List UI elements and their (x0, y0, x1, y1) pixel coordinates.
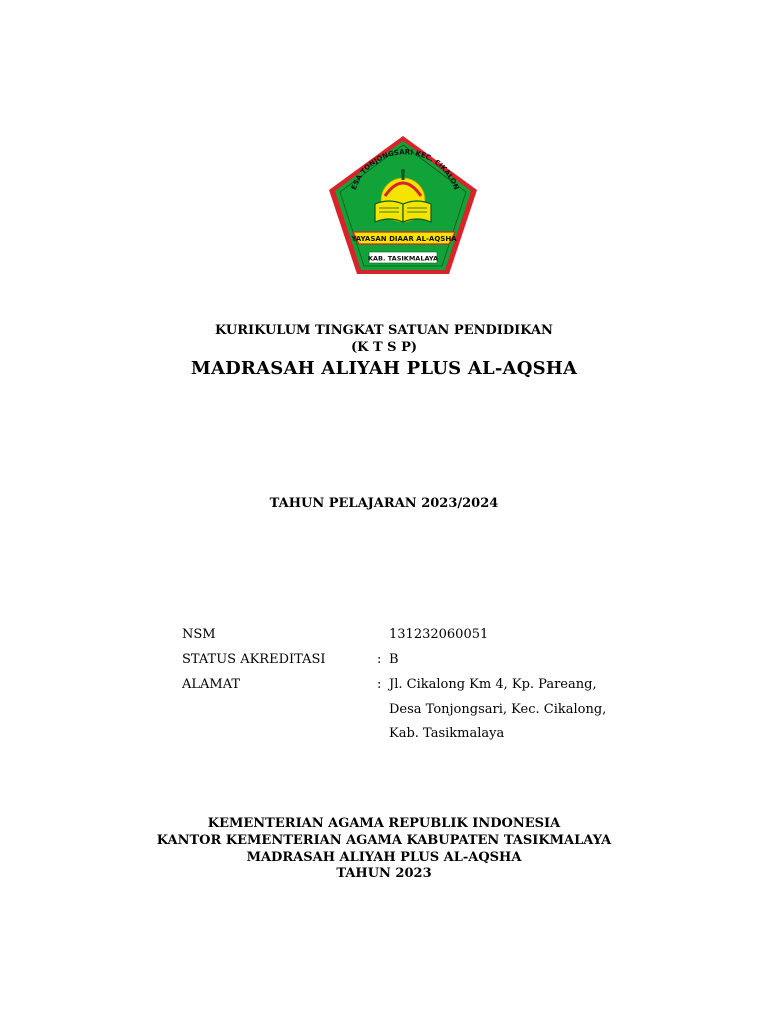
alamat-line-2: Desa Tonjongsari, Kec. Cikalong, (389, 702, 607, 717)
nsm-value: 131232060051 (389, 627, 489, 642)
alamat-label: ALAMAT (182, 677, 241, 692)
school-name-title: MADRASAH ALIYAH PLUS AL-AQSHA (190, 358, 578, 379)
academic-year: TAHUN PELAJARAN 2023/2024 (269, 496, 499, 511)
info-row-akreditasi (0, 652, 768, 668)
nsm-label: NSM (182, 627, 216, 642)
footer-office: KANTOR KEMENTERIAN AGAMA KABUPATEN TASIKMALAYA (156, 833, 612, 848)
logo-banner-text: YAYASAN DIAAR AL-AQSHA (351, 235, 457, 243)
info-row-nsm (0, 627, 768, 643)
alamat-line-3: Kab. Tasikmalaya (389, 726, 505, 741)
info-row-alamat (0, 677, 768, 693)
akreditasi-value: B (389, 652, 399, 667)
curriculum-title: KURIKULUM TINGKAT SATUAN PENDIDIKAN (215, 323, 553, 338)
footer-ministry: KEMENTERIAN AGAMA REPUBLIK INDONESIA (207, 816, 561, 831)
alamat-line-1: Jl. Cikalong Km 4, Kp. Pareang, (389, 677, 597, 692)
logo-bottom-text: KAB. TASIKMALAYA (367, 254, 439, 263)
footer-year: TAHUN 2023 (336, 866, 432, 881)
alamat-colon: : (377, 677, 382, 692)
ktsp-abbreviation: (K T S P) (350, 340, 417, 355)
yayasan-emblem-icon (327, 134, 479, 276)
logo-arc-text: ESA TONJONGSARI KEC. CIKALON (349, 148, 461, 191)
footer-school: MADRASAH ALIYAH PLUS AL-AQSHA (246, 850, 522, 865)
akreditasi-label: STATUS AKREDITASI (182, 652, 326, 667)
info-row-alamat-2 (0, 702, 768, 718)
akreditasi-colon: : (377, 652, 382, 667)
info-row-alamat-3 (0, 726, 768, 742)
